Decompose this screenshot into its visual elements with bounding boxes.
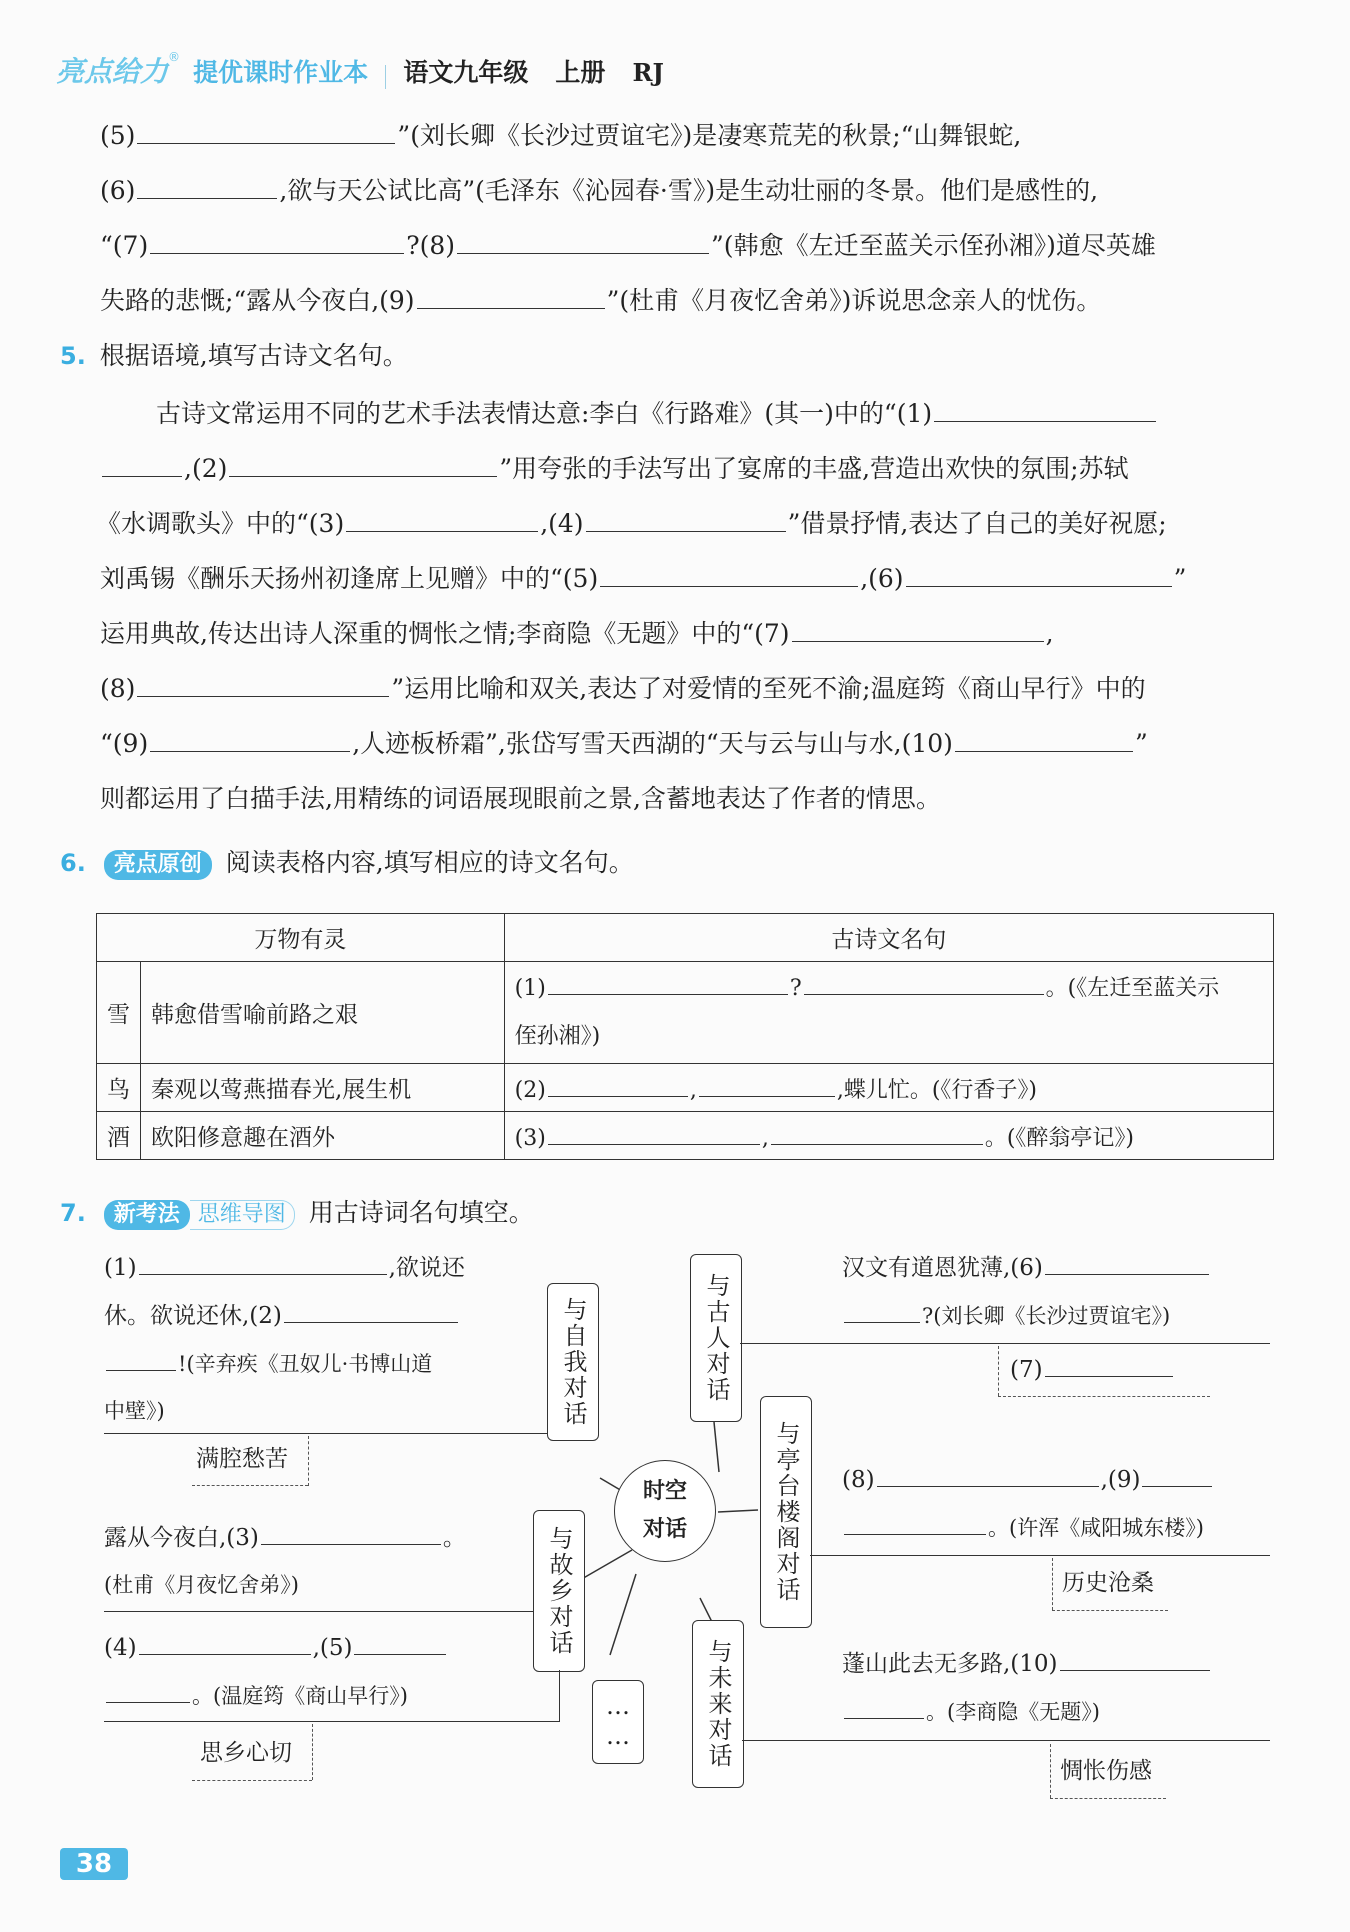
mm-blank-10[interactable] xyxy=(1060,1646,1210,1671)
home-connector xyxy=(559,1670,560,1722)
pavilion-line-2: 。(许浑《咸阳城东楼》) xyxy=(842,1510,1204,1545)
q5-line-4: 刘禹锡《酬乐天扬州初逢席上见赠》中的“(5) ,(6) ” xyxy=(100,564,1187,593)
future-baseline xyxy=(742,1740,1270,1741)
q4-line-4: 失路的悲慨;“露从今夜白,(9) ”(杜甫《月夜忆舍弟》)诉说思念亲人的忧伤。 xyxy=(100,286,1102,315)
future-tag-dash xyxy=(1050,1798,1166,1799)
mm-blank-6b[interactable] xyxy=(844,1298,920,1323)
home-tag-dashv xyxy=(312,1724,313,1780)
center-node: 时空 对话 xyxy=(614,1460,716,1562)
branch-future: 与未来对话 xyxy=(692,1620,744,1788)
table-row: 鸟 秦观以莺燕描春光,展生机 (2) , ,蝶儿忙。(《行香子》) xyxy=(97,1064,1274,1112)
q6-tag: 亮点原创 xyxy=(104,850,212,880)
edition-title: RJ xyxy=(632,58,664,87)
mm-blank-2[interactable] xyxy=(284,1298,458,1323)
q5-line-1: 古诗文常运用不同的艺术手法表情达意:李白《行路难》(其一)中的“(1) xyxy=(156,396,1158,432)
mm-blank-5[interactable] xyxy=(354,1630,446,1655)
self-baseline xyxy=(104,1433,547,1434)
future-tag-dashv xyxy=(1050,1744,1051,1798)
home-tag-dash xyxy=(192,1780,312,1781)
home-line-2: (杜甫《月夜忆舍弟》) xyxy=(104,1573,299,1597)
ancient-tag-dashv xyxy=(998,1346,999,1396)
home-line-3: (4) ,(5) xyxy=(104,1630,448,1665)
self-line-2: 休。欲说还休,(2) xyxy=(104,1298,460,1333)
mm-blank-6[interactable] xyxy=(1045,1250,1209,1275)
q7-number: 7. xyxy=(60,1199,86,1227)
pavilion-baseline xyxy=(810,1555,1270,1556)
q5-line-2: ,(2) ”用夸张的手法写出了宴席的丰盛,营造出欢快的氛围;苏轼 xyxy=(100,451,1129,487)
pavilion-tag: 历史沧桑 xyxy=(1062,1570,1154,1596)
table-row: 酒 欧阳修意趣在酒外 (3) , 。(《醉翁亭记》) xyxy=(97,1112,1274,1160)
q5-line-7: “(9) ,人迹板桥霜”,张岱写雪天西湖的“天与云与山与水,(10) ” xyxy=(100,729,1148,758)
mm-blank-4[interactable] xyxy=(139,1630,311,1655)
home-line-1: 露从今夜白,(3) 。 xyxy=(104,1520,466,1555)
self-tag: 满腔愁苦 xyxy=(196,1446,288,1472)
q4-line-1: (5) ”(刘长卿《长沙过贾谊宅》)是凄寒荒芜的秋景;“山舞银蛇, xyxy=(100,121,1022,150)
future-tag: 惆怅伤感 xyxy=(1060,1758,1152,1784)
future-line-1: 蓬山此去无多路,(10) xyxy=(842,1646,1212,1681)
table-header-2: 古诗文名句 xyxy=(504,914,1273,962)
q6-title: 阅读表格内容,填写相应的诗文名句。 xyxy=(225,848,634,877)
self-tag-dashv xyxy=(308,1436,309,1486)
ancient-baseline xyxy=(740,1343,1270,1344)
mm-blank-1[interactable] xyxy=(139,1250,387,1275)
mm-blank-2b[interactable] xyxy=(106,1346,176,1371)
ancient-line-1: 汉文有道恩犹薄,(6) xyxy=(842,1250,1211,1285)
self-line-1: (1) ,欲说还 xyxy=(104,1250,465,1285)
q5-line-3: 《水调歌头》中的“(3) ,(4) ”借景抒情,表达了自己的美好祝愿; xyxy=(96,509,1167,538)
page-number: 38 xyxy=(60,1848,128,1880)
self-line-3: !(辛弃疾《丑奴儿·书博山道 xyxy=(104,1346,432,1381)
self-tag-dash xyxy=(192,1485,308,1486)
q5-line-5: 运用典故,传达出诗人深重的惆怅之情;李商隐《无题》中的“(7) , xyxy=(100,619,1054,648)
q7-title: 用古诗词名句填空。 xyxy=(308,1198,534,1227)
home-tag: 思乡心切 xyxy=(200,1740,292,1766)
mm-blank-10b[interactable] xyxy=(844,1694,924,1719)
branch-more: …… xyxy=(592,1680,644,1764)
subject-title: 语文九年级 xyxy=(403,58,529,87)
ancient-line-3: (7) xyxy=(1010,1352,1175,1387)
mm-blank-8[interactable] xyxy=(877,1462,1099,1487)
volume-title: 上册 xyxy=(555,58,606,87)
mm-blank-5b[interactable] xyxy=(106,1678,190,1703)
mm-blank-3[interactable] xyxy=(261,1520,441,1545)
q5-line-6: (8) ”运用比喻和双关,表达了对爱情的至死不渝;温庭筠《商山早行》中的 xyxy=(100,674,1146,703)
branch-ancient: 与古人对话 xyxy=(690,1254,742,1422)
pavilion-tag-dashv xyxy=(1052,1558,1053,1610)
q5-line-8: 则都运用了白描手法,用精练的词语展现眼前之景,含蓄地表达了作者的情思。 xyxy=(100,784,941,813)
self-line-4: 中壁》) xyxy=(104,1399,165,1423)
branch-self: 与自我对话 xyxy=(547,1283,599,1441)
q4-line-3: “(7) ?(8) ”(韩愈《左迁至蓝关示侄孙湘》)道尽英雄 xyxy=(100,231,1156,260)
mm-blank-9[interactable] xyxy=(1142,1462,1212,1487)
q7-tag: 新考法 xyxy=(104,1200,190,1230)
branch-pavilion: 与亭台楼阁对话 xyxy=(760,1396,812,1628)
pavilion-line-1: (8) ,(9) xyxy=(842,1462,1214,1497)
table-row: 雪 韩愈借雪喻前路之艰 (1) ? 。(《左迁至蓝关示 侄孙湘》) xyxy=(97,962,1274,1064)
brand-logo: 亮点给力 xyxy=(56,55,169,88)
q4-line-2: (6) ,欲与天公试比高”(毛泽东《沁园春·雪》)是生动壮丽的冬景。他们是感性的, xyxy=(100,176,1099,205)
logo-mark-icon: ® xyxy=(168,50,181,64)
q7-tag2: 思维导图 xyxy=(190,1200,295,1230)
home-baseline-1 xyxy=(104,1611,533,1612)
pavilion-tag-dash xyxy=(1052,1610,1168,1611)
series-title: 提优课时作业本 xyxy=(193,58,369,87)
ancient-tag-dash xyxy=(998,1396,1210,1397)
table-header-1: 万物有灵 xyxy=(97,914,505,962)
q5-title: 根据语境,填写古诗文名句。 xyxy=(99,341,408,370)
mm-blank-9b[interactable] xyxy=(844,1510,986,1535)
mm-blank-7[interactable] xyxy=(1045,1352,1173,1377)
future-line-2: 。(李商隐《无题》) xyxy=(842,1694,1100,1729)
q6-number: 6. xyxy=(60,849,86,877)
home-line-4: 。(温庭筠《商山早行》) xyxy=(104,1678,408,1713)
q5-number: 5. xyxy=(60,342,86,370)
branch-home: 与故乡对话 xyxy=(533,1510,585,1672)
ancient-line-2: ?(刘长卿《长沙过贾谊宅》) xyxy=(842,1298,1170,1333)
home-baseline-2 xyxy=(104,1721,560,1722)
